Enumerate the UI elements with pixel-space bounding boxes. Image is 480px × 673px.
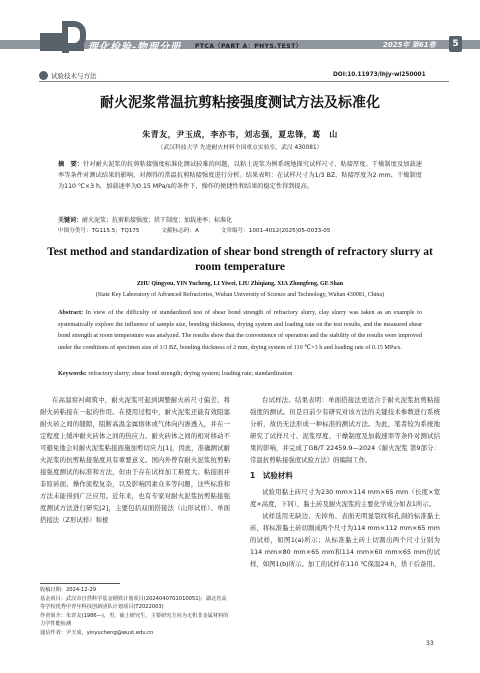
- body-column-right: [250, 394, 440, 570]
- body-paragraph: 试验用黏土砖尺寸为230 mm×114 mm×65 mm（长度×宽度×高度，下同），黏土砖及耐火泥浆的主要化学成分如表1所示。: [250, 488, 440, 508]
- body-paragraph: 试样选用无缺边、无掉角、表面无明显裂纹和孔洞的标准黏土砖，将标准黏土砖切割成两个尺寸为114 mm×112 mm×65 mm的试样，如图1(a)所示；从标准黏土砖上切割出两个尺寸分别为114 mm×80 mm×65 mm和114 mm×60 mm×65 mm的试样，如图1(b)所示。加工的试样在110 ℃保温24 h，烘干后备用。: [250, 512, 440, 568]
- keywords-cn: [58, 215, 422, 224]
- affiliation-en: (State Key Laboratory of Advanced Refractories, Wuhan University of Science and Technology, Wuhan 430081, China): [95, 292, 385, 298]
- footnote-rule: [40, 583, 120, 584]
- document-code: 文献标志码：A: [161, 228, 199, 234]
- header-rule: [39, 81, 449, 82]
- abstract-en-text: In view of the difficulty of standardized test of shear bond strength of refractory slurry, clay slurry was taken as an example to systematically explore the influence of sample size, bonding thickness, drying system and loading rate on the test results, and the measured shear bond strength at room temperature was analyzed. The results show that the convenience of operation and the stability of the results were improved under the conditions of specimen size of 1/3 BZ, bonding thickness of 2 mm, drying system of 110 ℃×3 h and loading rate of 0.15 MPa/s.: [58, 309, 422, 351]
- article-number: 文章编号：1001-4012(2025)05-0033-05: [220, 228, 331, 234]
- keywords-en: [58, 370, 422, 377]
- journal-ptca: PTCA（PART A：PHYS.TEST）: [195, 43, 303, 50]
- footnote: [40, 586, 230, 637]
- section-heading: 1 试验材料: [250, 471, 293, 480]
- footnote-fund: 基金项目：武汉市自然科学基金钢铁计划项目(2024040701010051)；湖北省高等学校优秀中青年科技创新团队计划项目(T2022003): [40, 595, 227, 610]
- footnote-author: 作者简介：朱青友(1986—)，男，硕士研究生，主要研究方向为无机非金属材料的力学性能检测: [40, 612, 229, 627]
- abstract-en: [58, 307, 422, 353]
- abstract-cn: [58, 159, 422, 192]
- footnote-corresponding: 通信作者：尹玉成，yinyucheng@wust.edu.cn: [40, 629, 154, 636]
- abstract-cn-label: 摘 要：: [58, 161, 84, 168]
- doi: DOI:10.11973/lhjy-wl250001: [333, 72, 426, 78]
- journal-name: 理化检验-物理分册: [88, 42, 182, 53]
- journal-issue: 2025年 第61卷: [383, 41, 436, 49]
- body-paragraph: 台试样法。结果表明：单面搭接法更适合于耐火泥浆抗剪粘接强度的测试。但是目前少有研究对该方法的关键技术参数进行系统分析，故仍无法形成一种标准的测试方法。为此，笔者较为系统地研究了试样尺寸、泥浆厚度、干燥制度及加载速率等条件对测试结果的影响，并完成了GB/T 22459.9—2024《耐火泥浆 第9部分：常温抗剪粘接强度试验方法》的编制工作。: [250, 396, 440, 464]
- abstract-en-label: Abstract:: [58, 309, 84, 316]
- issue-number-badge: 5: [449, 36, 462, 52]
- body-column-left: [40, 394, 230, 526]
- keywords-en-label: Keywords:: [58, 370, 87, 377]
- authors-en: ZHU Qingyou, YIN Yucheng, LI Yiwei, LIU Zhiqiang, XIA Zhongfeng, GE Shan: [136, 281, 344, 287]
- abstract-cn-text: 针对耐火泥浆的抗剪粘接强度标准化测试较难的问题，以粘土泥浆为例系统地探究试样尺寸、粘接厚度、干燥制度及加载速率等条件对测试结果的影响，对测得的常温抗剪粘接强度进行分析。结果表明：在试样尺寸为1/3 BZ，粘接厚度为2 mm，干燥制度为110 ℃×3 h，加载速率为0.15 MPa/s的条件下，操作的便捷性和结果的稳定性得到提高。: [58, 161, 422, 190]
- journal-header: [0, 0, 480, 62]
- keywords-cn-text: 耐火泥浆；抗剪粘接强度；烘干制度；加载速率；标准化: [82, 217, 233, 224]
- page-number: 33: [426, 640, 434, 647]
- keywords-en-text: refractory slurry; shear bond strength; drying system; loading rate; standardization: [88, 370, 293, 377]
- clc-number: 中图分类号：TG115.5；TQ175: [58, 228, 140, 234]
- body-paragraph: 在高温窑衬砌筑中，耐火泥浆可起到调整耐火砖尺寸偏差、将耐火砖粘接在一起的作用。在使用过程中，耐火泥浆还能有效阻塞耐火砖之间的缝隙，阻断高温金属熔体或气体向内渗透入，并在一定程度上缓冲耐火砖体之间的热应力。耐火砖体之间的相对移动不可避免地会对耐火泥浆粘接面施加剪切应力[1]，因此，准确测试耐火泥浆的抗剪粘接强度具有重要意义。国内外曾有耐火泥浆抗剪粘接强度测试的标准和方法，但由于存在试样加工难度大、粘接面并非原砖面、操作流程复杂，以及影响因素众多等问题，这些标准和方法未能得到广泛应用。近年来，也有专家对耐火泥浆抗剪粘接强度测试方法进行研究[2]，主要包括双面搭接法（山形试样）、单面搭接法（Z形试样）和棱: [40, 396, 230, 524]
- section-tag-dot-icon: [39, 71, 48, 80]
- journal-logo-icon: [62, 21, 86, 49]
- authors-cn: 朱青友，尹玉成，李亦韦，刘志强，夏忠锋，葛 山: [142, 130, 338, 139]
- section-tag-label: 试验技术与方法: [51, 71, 97, 80]
- meta-cn: [58, 226, 422, 234]
- title-cn: 耐火泥浆常温抗剪粘接强度测试方法及标准化: [100, 95, 380, 111]
- footnote-received: 收稿日期：2024-12-29: [40, 587, 97, 593]
- keywords-cn-label: 关键词：: [58, 217, 83, 224]
- affiliation-cn: （武汉科技大学 先进耐火材料全国重点实验室，武汉 430081）: [157, 145, 323, 151]
- title-en: Test method and standardization of shear bond strength of refractory slurry at room temperature: [47, 246, 433, 273]
- section-tag: [39, 70, 97, 80]
